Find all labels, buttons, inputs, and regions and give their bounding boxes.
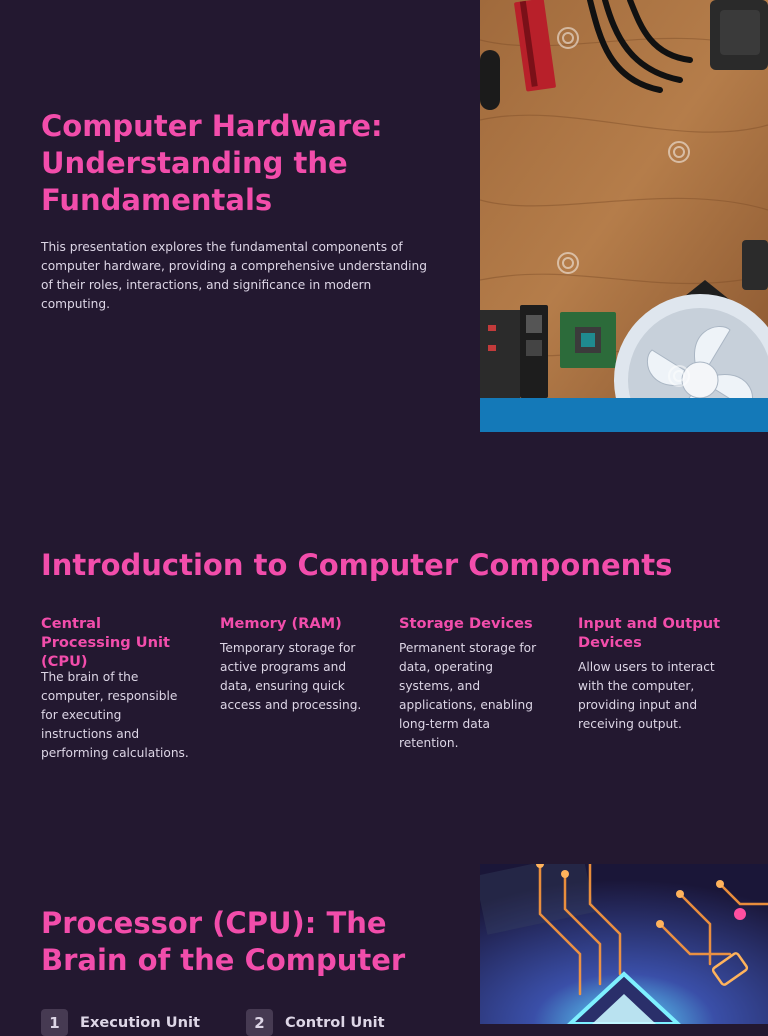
- step-number: 2: [246, 1009, 273, 1036]
- component-card-io: [578, 614, 730, 734]
- component-title: Storage Devices: [399, 615, 533, 632]
- step-execution-unit: [41, 1009, 200, 1036]
- step-label: Control Unit: [285, 1014, 385, 1031]
- slide-title: Computer Hardware: Understanding the Fundamentals: [41, 109, 383, 217]
- step-label: Execution Unit: [80, 1014, 201, 1031]
- component-card-cpu: [41, 614, 193, 763]
- step-control-unit: [246, 1009, 385, 1036]
- cpu-illustration: [480, 864, 768, 1024]
- step-number: 1: [41, 1009, 68, 1036]
- component-description: Permanent storage for data, operating systems, and applications, enabling long-term data retention.: [399, 641, 537, 750]
- hardware-photo: [480, 0, 768, 432]
- components-slide: [0, 540, 768, 780]
- component-card-memory: [220, 614, 372, 715]
- section-title: Processor (CPU): The Brain of the Computer: [41, 906, 406, 977]
- slide-intro-text: This presentation explores the fundamental components of computer hardware, providing a comprehensive understanding of their roles, interactions, and significance in modern computing.: [41, 240, 428, 311]
- component-description: Temporary storage for active programs and data, ensuring quick access and processing.: [220, 641, 362, 712]
- component-card-storage: [399, 614, 551, 753]
- title-slide: [0, 0, 768, 432]
- component-title: Input and Output Devices: [578, 615, 721, 651]
- component-title: Memory (RAM): [220, 615, 342, 632]
- component-title: Central Processing Unit (CPU): [41, 615, 170, 670]
- component-description: The brain of the computer, responsible for executing instructions and performing calculations.: [41, 670, 189, 760]
- cpu-slide: [0, 864, 768, 1032]
- section-title: Introduction to Computer Components: [41, 548, 673, 582]
- component-description: Allow users to interact with the computer, providing input and receiving output.: [578, 660, 715, 731]
